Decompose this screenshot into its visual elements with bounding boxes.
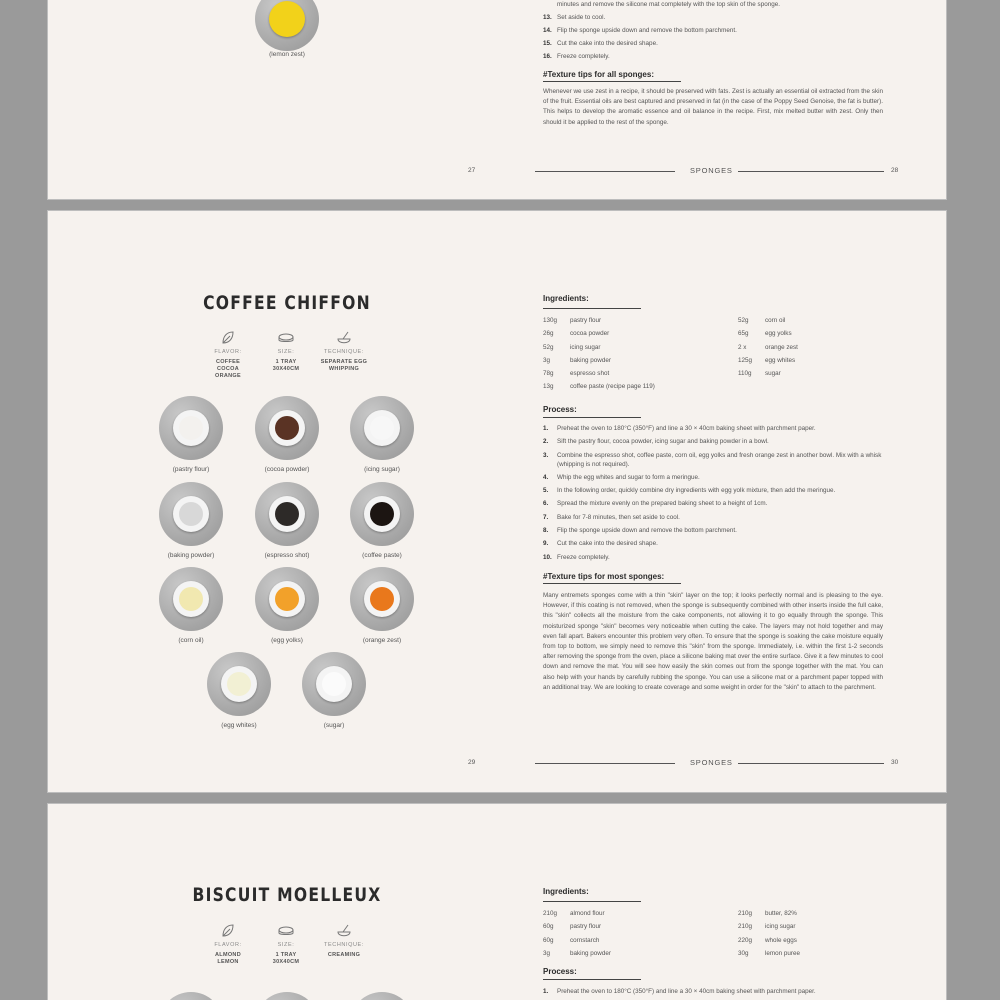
ingredient-row	[738, 317, 798, 330]
ingredient-quantity: 125g	[738, 356, 753, 364]
step-text: Freeze completely.	[557, 53, 610, 61]
page-number-right: 30	[891, 759, 899, 766]
process-heading: Process:	[543, 967, 577, 976]
ingredient-name: corn oil	[765, 317, 786, 324]
meta-value: COFFEE COCOA ORANGE	[215, 359, 241, 379]
step-text: Cut the cake into the desired shape.	[557, 540, 658, 548]
process-step	[543, 539, 883, 548]
bowl-icon	[364, 496, 400, 532]
ingredient-quantity: 210g	[738, 923, 753, 931]
ingredient-photo	[159, 567, 223, 631]
ingredient-name: pastry flour	[570, 923, 602, 931]
process-steps	[543, 424, 883, 566]
ingredients-heading: Ingredients:	[543, 294, 589, 303]
page-number-left: 29	[468, 759, 476, 766]
meta-technique	[317, 329, 371, 380]
lemon-zest-photo	[255, 0, 319, 51]
ingredients-column-1	[543, 317, 655, 397]
bowl-icon	[316, 666, 352, 702]
ingredient-caption: (baking powder)	[167, 552, 215, 559]
ingredient-photo	[302, 652, 366, 716]
process-steps	[543, 987, 883, 1000]
ingredient-name: icing sugar	[570, 343, 601, 351]
ingredient-quantity: 78g	[543, 370, 554, 378]
meta-value: ALMOND LEMON	[215, 952, 241, 965]
ingredient-caption: (egg yolks)	[271, 637, 303, 644]
tips-paragraph: Whenever we use zest in a recipe, it should be preserved with fats. Zest is actually an essential oil extracted from the skin of the fruit. Essential oils are best captured and preserved in fat (in the case of the Poppy Seed Genoise, the fat is butter). This helps to develop the aromatic essence and oil balance in the recipe. First, mix melted butter with zest. Only then should it be applied to the rest of the sponge.	[543, 88, 883, 126]
whisk-icon	[335, 329, 353, 347]
bowl-icon	[364, 581, 400, 617]
leaf-icon	[219, 922, 237, 940]
ingredient-name: espresso shot	[570, 370, 610, 378]
ingredient-name: icing sugar	[765, 923, 796, 931]
step-text: Bake for 7-8 minutes, then set aside to cool.	[557, 513, 680, 521]
ingredients-column-2	[738, 317, 798, 383]
ingredient-name: orange zest	[765, 343, 798, 351]
heading-rule	[543, 417, 641, 418]
bowl-icon	[269, 581, 305, 617]
spread-pages-27-28	[47, 0, 947, 200]
whisk-icon	[335, 922, 353, 940]
ingredient-photo	[350, 567, 414, 631]
step-number: 2.	[543, 438, 549, 446]
ingredient-caption: (sugar)	[323, 722, 345, 729]
ingredient-quantity: 65g	[738, 330, 749, 338]
step-text: Spread the mixture evenly on the prepared baking sheet to a height of 1cm.	[557, 500, 768, 508]
leaf-icon	[219, 329, 237, 347]
ingredient-quantity: 52g	[738, 317, 749, 324]
bowl-icon	[173, 581, 209, 617]
heading-rule	[543, 583, 681, 584]
step-number: 4.	[543, 473, 549, 481]
ingredient-caption: (pastry flour)	[172, 466, 210, 473]
process-heading: Process:	[543, 405, 577, 414]
process-step	[543, 39, 883, 48]
ingredient-photo	[255, 567, 319, 631]
ingredient-name: egg whites	[765, 356, 796, 364]
ingredient-row	[738, 330, 798, 343]
ingredient-row	[543, 910, 611, 923]
tips-paragraph: Many entremets sponges come with a thin "skin" layer on the top; it looks perfectly normal and is pleasing to the eye. However, if this coating is not removed, when the sponge is subsequently combined with other inserts inside the full cake, this "skin" collects all the moisture from the cake components, not allowing it to go equally through the sponge. This moisturized sponge "skin" becomes very noticeable when cutting the cake. The layers may not hold together and may even fall apart. Bakers encounter this problem very often. To ensure that the sponge is soaking the cake moisture equally from top to bottom, we simply need to remove this "skin" from the sponge. Immediately, i.e. within the first 1-2 seconds after removing the sponge from the oven, place a silicone baking mat over the entire surface. Give it a few minutes to cool down and remove the mat. You will see how easily the skin comes out from the sponge together with the mat. You can also help with your hands by carefully rubbing the sponge. You can use a silicone mat or a parchment paper topped with an additional tray. We are looking to create coverage and some weight in order for the "skin" to attach to the parchment.	[543, 592, 883, 691]
ingredient-row	[543, 923, 611, 936]
meta-flavor	[201, 922, 255, 966]
step-number: 9.	[543, 540, 549, 548]
ingredient-name: sugar	[765, 370, 781, 378]
recipe-meta	[201, 329, 371, 380]
step-number: 5.	[543, 487, 549, 495]
ingredient-photo	[255, 396, 319, 460]
process-step	[543, 13, 883, 22]
bowl-contents	[275, 587, 299, 611]
page-number-right: 28	[891, 167, 899, 174]
bowl-contents	[370, 416, 394, 440]
ingredient-quantity: 26g	[543, 330, 554, 338]
bowl-contents	[322, 672, 346, 696]
meta-technique	[317, 922, 371, 966]
bowl-contents	[227, 672, 251, 696]
ingredient-row	[543, 317, 655, 330]
step-text: Freeze completely.	[557, 553, 610, 561]
meta-size	[259, 329, 313, 380]
ingredient-row	[543, 937, 611, 950]
ingredient-name: egg yolks	[765, 330, 792, 338]
step-text: Flip the sponge upside down and remove the bottom parchment.	[557, 527, 737, 535]
ingredient-quantity: 210g	[738, 910, 753, 917]
ingredients-heading: Ingredients:	[543, 887, 589, 896]
step-text: Flip the sponge upside down and remove the bottom parchment.	[557, 26, 737, 34]
ingredient-quantity: 2 x	[738, 343, 747, 351]
ingredient-quantity: 110g	[738, 370, 752, 378]
ingredient-quantity: 60g	[543, 936, 554, 944]
ingredient-caption: (icing sugar)	[364, 466, 400, 473]
ingredient-quantity: 30g	[738, 949, 749, 957]
ingredient-quantity: 52g	[543, 343, 554, 351]
spread-pages-29-30	[47, 210, 947, 793]
meta-value: 1 TRAY 30X40CM	[272, 359, 300, 372]
process-steps	[543, 0, 883, 66]
footer-rule-left	[535, 171, 675, 172]
ingredient-row	[738, 950, 800, 963]
process-step	[543, 473, 883, 482]
bowl-icon	[269, 410, 305, 446]
ingredient-photo	[207, 652, 271, 716]
ingredient-name: lemon puree	[765, 949, 801, 957]
process-step	[543, 987, 883, 996]
ingredient-caption: (orange zest)	[362, 637, 402, 644]
ingredient-quantity: 13g	[543, 383, 554, 391]
ingredient-photo	[350, 396, 414, 460]
process-step	[543, 486, 883, 495]
process-step	[543, 451, 883, 469]
ingredient-caption: (espresso shot)	[264, 552, 310, 559]
ingredient-name: baking powder	[570, 949, 611, 957]
tray-icon	[277, 922, 295, 940]
process-step	[543, 52, 883, 61]
ingredient-quantity: 3g	[543, 356, 551, 364]
ingredient-caption: (lemon zest)	[269, 51, 305, 58]
ingredients-column-1	[543, 910, 611, 963]
ingredient-name: pastry flour	[570, 317, 602, 324]
ingredient-row	[543, 344, 655, 357]
step-text: Sift the pastry flour, cocoa powder, icing sugar and baking powder in a bowl.	[557, 438, 769, 446]
recipe-title: COFFEE CHIFFON	[203, 292, 371, 314]
meta-label: SIZE:	[277, 349, 295, 355]
bowl-icon	[173, 496, 209, 532]
heading-rule	[543, 901, 641, 902]
tray-icon	[277, 329, 295, 347]
ingredient-quantity: 60g	[543, 923, 554, 931]
ingredient-caption: (coffee paste)	[362, 552, 402, 559]
bowl-contents	[179, 587, 203, 611]
step-text: Combine the espresso shot, coffee paste, corn oil, egg yolks and fresh orange zest in another bowl. Mix with a whisk (whipping is not required).	[557, 451, 882, 468]
ingredient-row	[543, 330, 655, 343]
step-text: Preheat the oven to 180°C (350°F) and line a 30 × 40cm baking sheet with parchment paper.	[557, 425, 816, 432]
heading-rule	[543, 81, 681, 82]
ingredient-quantity: 220g	[738, 936, 753, 944]
step-text: Whip the egg whites and sugar to form a meringue.	[557, 473, 700, 481]
step-text: In the following order, quickly combine dry ingredients with egg yolk mixture, then add the meringue.	[557, 487, 836, 495]
footer-section-label: SPONGES	[690, 758, 733, 767]
footer-rule-left	[535, 763, 675, 764]
step-number: 14.	[543, 26, 552, 34]
ingredient-quantity: 210g	[543, 910, 558, 917]
footer-rule-right	[738, 171, 884, 172]
bowl-contents	[370, 587, 394, 611]
step-number: 7.	[543, 513, 549, 521]
step-number: 16.	[543, 53, 552, 61]
footer-section-label: SPONGES	[690, 166, 733, 175]
bowl-icon	[221, 666, 257, 702]
ingredient-quantity: 3g	[543, 949, 551, 957]
bowl-contents	[275, 416, 299, 440]
ingredient-name: butter, 82%	[765, 910, 797, 917]
bowl-icon	[364, 410, 400, 446]
meta-label: TECHNIQUE:	[324, 349, 364, 355]
step-number: 8.	[543, 527, 549, 535]
ingredient-photo	[159, 482, 223, 546]
heading-rule	[543, 979, 641, 980]
step-text: Preheat the oven to 180°C (350°F) and line a 30 × 40cm baking sheet with parchment paper.	[557, 988, 816, 995]
ingredient-photo	[350, 482, 414, 546]
ingredient-name: almond flour	[570, 910, 605, 917]
ingredient-caption: (corn oil)	[178, 637, 204, 644]
step-text: Cut the cake into the desired shape.	[557, 40, 658, 48]
process-step	[543, 553, 883, 562]
ingredients-column-2	[738, 910, 800, 963]
meta-value: CREAMING	[327, 952, 361, 958]
process-step	[543, 424, 883, 433]
meta-value: 1 TRAY 30X40CM	[272, 952, 300, 965]
step-number: 15.	[543, 40, 552, 48]
ingredient-row	[738, 370, 798, 383]
ingredient-row	[543, 950, 611, 963]
meta-value: SEPARATE EGG WHIPPING	[320, 359, 368, 372]
ingredient-photo	[255, 482, 319, 546]
tips-heading: #Texture tips for all sponges:	[543, 70, 654, 79]
meta-label: TECHNIQUE:	[324, 942, 364, 948]
footer-rule-right	[738, 763, 884, 764]
step-number: 10.	[543, 553, 552, 561]
page-number-left: 27	[468, 167, 476, 174]
lemon-icon	[269, 1, 305, 37]
tips-heading: #Texture tips for most sponges:	[543, 572, 665, 581]
spread-biscuit-moelleux	[47, 803, 947, 1000]
ingredient-row	[738, 923, 800, 936]
bowl-icon	[269, 496, 305, 532]
process-step	[543, 513, 883, 522]
process-step	[543, 499, 883, 508]
ingredient-row	[738, 357, 798, 370]
ingredient-row	[738, 937, 800, 950]
step-number: 13.	[543, 13, 552, 21]
ingredient-photo	[159, 992, 223, 1000]
ingredient-row	[543, 383, 655, 396]
ingredient-photo	[255, 992, 319, 1000]
ingredient-row	[738, 910, 800, 923]
meta-flavor	[201, 329, 255, 380]
bowl-contents	[370, 502, 394, 526]
meta-label: FLAVOR:	[214, 349, 242, 355]
heading-rule	[543, 308, 641, 309]
ingredient-photo	[159, 396, 223, 460]
recipe-meta	[201, 922, 371, 966]
step-number: 1.	[543, 425, 549, 432]
ingredient-name: baking powder	[570, 356, 611, 364]
step-number: 1.	[543, 988, 549, 995]
step-text: minutes and remove the silicone mat completely with the top skin of the sponge.	[557, 1, 780, 8]
meta-label: FLAVOR:	[214, 942, 242, 948]
process-step	[543, 26, 883, 35]
ingredient-name: whole eggs	[765, 936, 797, 944]
ingredient-name: cocoa powder	[570, 330, 610, 338]
recipe-title: BISCUIT MOELLEUX	[192, 884, 382, 906]
ingredient-quantity: 130g	[543, 317, 558, 324]
ingredient-caption: (egg whites)	[221, 722, 257, 729]
process-step	[543, 437, 883, 446]
ingredient-photo	[350, 992, 414, 1000]
step-number: 6.	[543, 500, 549, 508]
ingredient-caption: (cocoa powder)	[264, 466, 310, 473]
meta-size	[259, 922, 313, 966]
ingredient-row	[543, 357, 655, 370]
bowl-contents	[179, 416, 203, 440]
bowl-icon	[173, 410, 209, 446]
ingredient-name: coffee paste (recipe page 119)	[570, 383, 655, 391]
step-text: Set aside to cool.	[557, 13, 606, 21]
step-number: 3.	[543, 451, 549, 459]
ingredient-name: cornstarch	[570, 936, 600, 944]
ingredient-row	[738, 344, 798, 357]
meta-label: SIZE:	[277, 942, 295, 948]
bowl-contents	[179, 502, 203, 526]
ingredient-row	[543, 370, 655, 383]
bowl-contents	[275, 502, 299, 526]
process-step	[543, 526, 883, 535]
